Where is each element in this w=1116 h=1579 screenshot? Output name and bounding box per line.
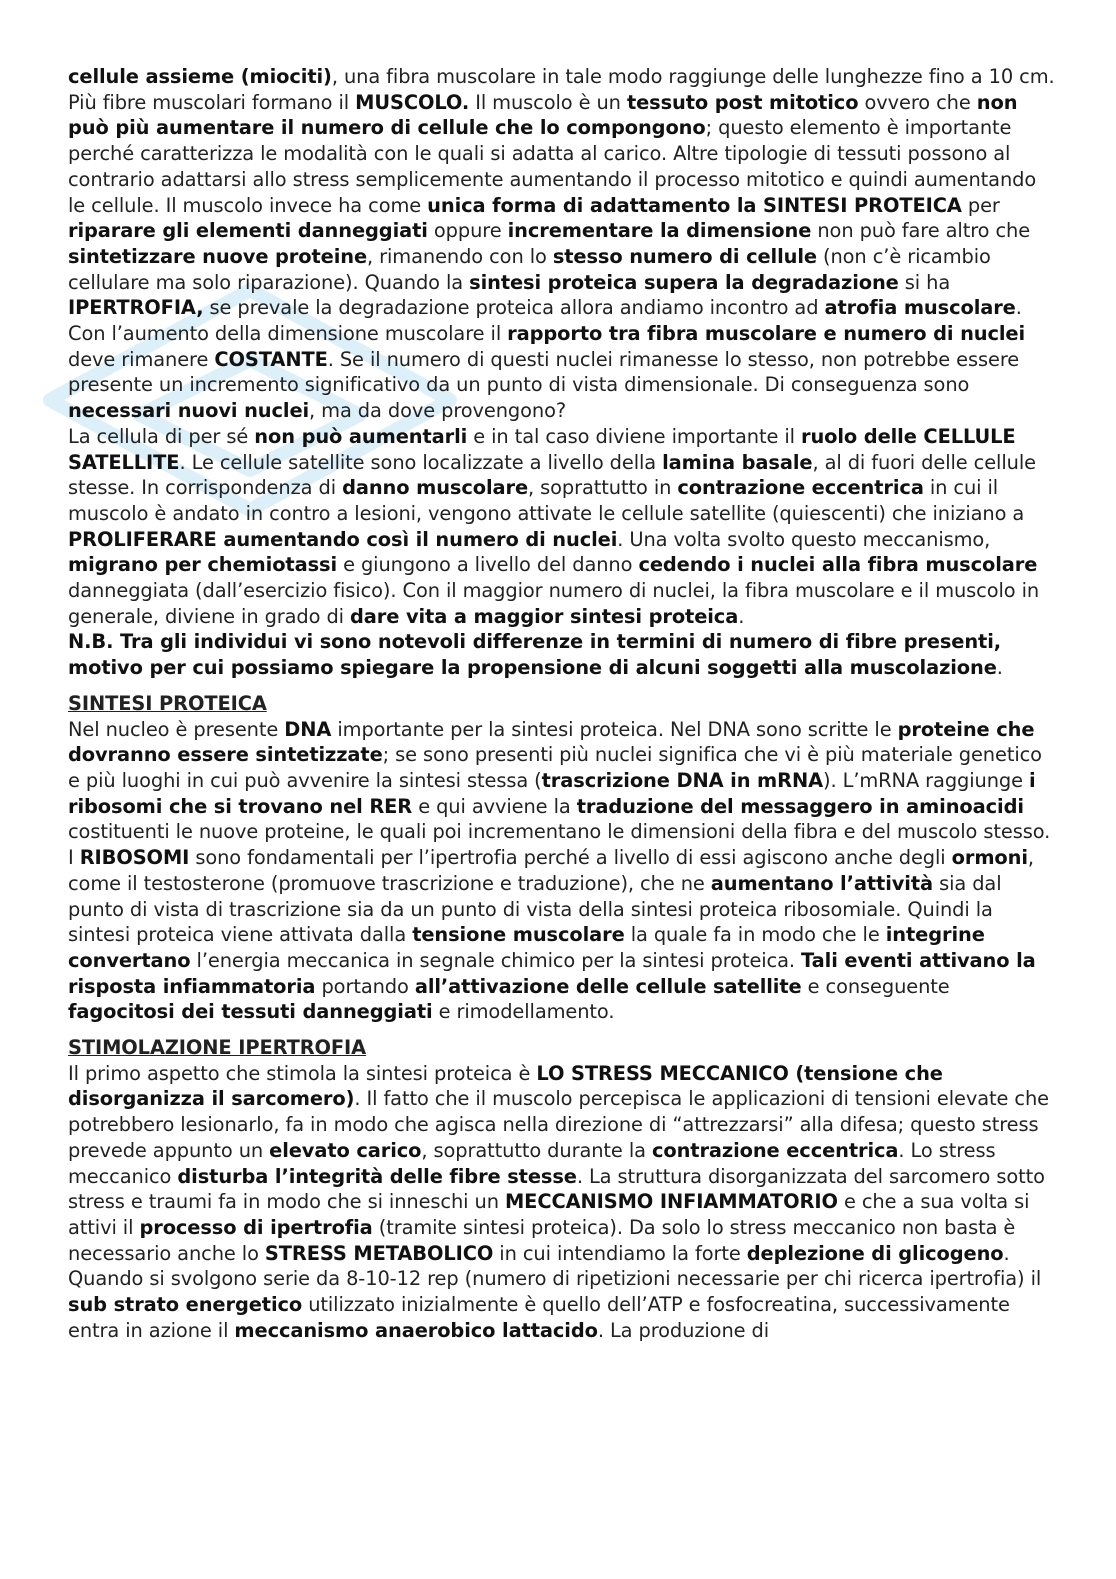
bold-text-run: fagocitosi dei tessuti danneggiati <box>68 1000 433 1024</box>
bold-text-run: MECCANISMO INFIAMMATORIO <box>504 1190 838 1214</box>
text-run: ; questo elemento è importante perché caratterizza le modalità con le quali si adatta al carico. Altre tipologie di tessuti possono al contrario adattarsi allo stress semplicemente aumentando il processo mitotico e quindi aumentando le cellule. Il muscolo invece ha come <box>68 116 1037 217</box>
bold-text-run: COSTANTE <box>214 347 328 371</box>
bold-text-run: i ribosomi che si trovano nel RER <box>68 768 1036 818</box>
paragraph-muscle-fibers <box>68 64 1058 424</box>
text-run: . Una volta svolto questo meccanismo, <box>617 527 991 551</box>
bold-text-run: processo di ipertrofia <box>139 1215 373 1239</box>
text-run: Il primo aspetto che stimola la sintesi proteica è <box>68 1061 537 1085</box>
bold-text-run: Tali eventi attivano la risposta infiammatoria <box>68 948 1036 998</box>
text-run: . La produzione di <box>597 1318 770 1342</box>
text-run: , come il testosterone (promuove trascrizione e traduzione), che ne <box>68 846 1034 895</box>
text-run: . <box>738 604 745 628</box>
bold-text-run: lamina basale <box>662 450 813 474</box>
text-run: costituenti le nuove proteine, le quali poi incrementano le dimensioni della fibra e del muscolo stesso. I <box>68 820 1051 870</box>
text-run: sia dal punto di vista di trascrizione sia da un punto di vista della sintesi proteica ribosomiale. Quindi la sintesi proteica viene attivata dalla <box>68 871 1002 947</box>
bold-text-run: trascrizione DNA in mRNA <box>541 768 824 792</box>
bold-text-run: traduzione del messaggero in aminoacidi <box>576 794 1024 818</box>
text-run: . Il fatto che il muscolo percepisca le applicazioni di tensioni elevate che potrebbero lesionarlo, fa in modo che agisca nella direzione di “attrezzarsi” alla difesa; questo stress prevede appunto un <box>68 1087 1049 1162</box>
text-run: ). L’mRNA raggiunge <box>823 768 1030 792</box>
bold-text-run: RIBOSOMI <box>79 846 190 870</box>
bold-text-run: migrano per chemiotassi <box>68 553 338 577</box>
text-run: , una fibra muscolare in tale modo raggiunge delle lunghezze fino a 10 cm. Più fibre muscolari formano il <box>68 65 1055 114</box>
bold-text-run: tessuto post mitotico <box>626 90 859 114</box>
text-run: Il muscolo è un <box>469 90 627 114</box>
text-run: e giungono a livello del danno <box>337 553 639 577</box>
text-run: utilizzato inizialmente è quello dell’ATP e fosfocreatina, successivamente entra in azione il <box>68 1293 1010 1342</box>
text-run: , al di fuori delle cellule stesse. In corrispondenza di <box>68 450 1036 500</box>
text-run: in cui il muscolo è andato in contro a lesioni, vengono attivate le cellule satellite (quiescenti) che iniziano a <box>68 476 1025 525</box>
bold-text-run: contrazione eccentrica <box>677 476 924 500</box>
text-run: non può fare altro che <box>811 219 1031 243</box>
text-run: La cellula di per sé <box>68 424 255 448</box>
text-run: . <box>996 656 1003 680</box>
text-run: in cui intendiamo la forte <box>493 1241 747 1265</box>
text-run: . Se il numero di questi nuclei rimanesse lo stesso, non potrebbe essere presente un incremento significativo da un punto di vista dimensionale. Di conseguenza sono <box>68 347 1020 397</box>
bold-text-run: rapporto tra fibra muscolare e numero di nuclei <box>507 322 1026 346</box>
text-run: Nel nucleo è presente <box>68 717 285 741</box>
paragraph-protein-synthesis <box>68 717 1058 1025</box>
bold-text-run: atrofia muscolare <box>824 296 1016 320</box>
bold-text-run: ruolo delle CELLULE SATELLITE <box>68 424 1016 474</box>
bold-text-run: incrementare la dimensione <box>507 219 812 243</box>
heading-sintesi-proteica: SINTESI PROTEICA <box>68 691 267 715</box>
text-run: ovvero che <box>858 90 977 114</box>
bold-text-run: riparare gli elementi danneggiati <box>68 219 428 243</box>
bold-text-run: tensione muscolare <box>412 923 625 947</box>
text-run: . Le cellule satellite sono localizzate a livello della <box>179 450 663 474</box>
bold-text-run: unica forma di adattamento la SINTESI PROTEICA <box>427 193 962 217</box>
bold-text-run: sub strato energetico <box>68 1293 303 1317</box>
text-run: . La struttura disorganizzata del sarcomero sotto stress e traumi fa in modo che si inneschi un <box>68 1164 1045 1214</box>
text-run: , soprattutto durante la <box>421 1138 652 1162</box>
text-run: oppure <box>427 219 508 243</box>
bold-text-run: MUSCOLO. <box>355 90 470 114</box>
bold-text-run: contrazione eccentrica <box>651 1138 899 1162</box>
bold-text-run: IPERTROFIA, <box>68 296 204 320</box>
heading-stimolazione-ipertrofia: STIMOLAZIONE IPERTROFIA <box>68 1036 367 1060</box>
text-run: . Lo stress meccanico <box>68 1138 996 1188</box>
bold-text-run: non può più aumentare il numero di cellule che lo compongono <box>68 90 1018 140</box>
bold-text-run: N.B. Tra gli individui vi sono notevoli differenze in termini di numero di fibre presenti, motivo per cui possiamo spiegare la propensione di alcuni soggetti alla muscolazione <box>68 630 1002 680</box>
text-run: si ha <box>898 270 951 294</box>
text-run: danneggiata (dall’esercizio fisico). Con il maggior numero di nuclei, la fibra muscolare e il muscolo in generale, diviene in grado di <box>68 579 1040 628</box>
text-run: se prevale la degradazione proteica allora andiamo incontro ad <box>203 296 825 320</box>
text-run: . Con l’aumento della dimensione muscolare il <box>68 296 1022 346</box>
bold-text-run: aumentano l’attività <box>710 871 933 895</box>
bold-text-run: necessari nuovi nuclei <box>68 399 310 423</box>
paragraph-note <box>68 629 1058 680</box>
paragraph-hypertrophy-stimulation <box>68 1061 1058 1344</box>
bold-text-run: dare vita a maggior sintesi proteica <box>350 604 739 628</box>
text-run: sono fondamentali per l’ipertrofia perché a livello di essi agiscono anche degli <box>189 846 952 870</box>
bold-text-run: sintesi proteica supera la degradazione <box>469 270 899 294</box>
bold-text-run: PROLIFERARE aumentando così il numero di nuclei <box>68 527 618 551</box>
bold-text-run: DNA <box>284 717 332 741</box>
bold-text-run: cedendo i nuclei alla fibra muscolare <box>638 553 1038 577</box>
bold-text-run: sintetizzare nuove proteine <box>68 244 368 268</box>
bold-text-run: stesso numero di cellule <box>552 244 817 268</box>
text-run: (tramite sintesi proteica). Da solo lo stress meccanico non basta è necessario anche lo <box>68 1215 1016 1265</box>
text-run: , ma da dove provengono? <box>309 399 567 423</box>
bold-text-run: non può aumentarli <box>254 424 468 448</box>
text-run: e rimodellamento. <box>432 1000 615 1024</box>
bold-text-run: LO STRESS MECCANICO (tensione che disorganizza il sarcomero) <box>68 1061 943 1111</box>
text-run: portando <box>315 974 415 998</box>
text-run: , rimanendo con lo <box>367 244 553 268</box>
text-run: e conseguente <box>801 974 950 998</box>
text-run: e qui avviene la <box>412 794 577 818</box>
text-run: , soprattutto in <box>528 476 678 500</box>
bold-text-run: ormoni <box>951 846 1028 870</box>
text-run: e in tal caso diviene importante il <box>467 424 801 448</box>
text-run: l’energia meccanica in segnale chimico per la sintesi proteica. <box>190 948 802 972</box>
bold-text-run: proteine che dovranno essere sintetizzate <box>68 717 1035 767</box>
text-run: la quale fa in modo che le <box>624 923 886 947</box>
bold-text-run: danno muscolare <box>342 476 529 500</box>
text-run: importante per la sintesi proteica. Nel DNA sono scritte le <box>331 717 898 741</box>
text-run: . Quando si svolgono serie da 8-10-12 rep (numero di ripetizioni necessarie per chi ricerca ipertrofia) il <box>68 1241 1042 1291</box>
document-page <box>68 64 1058 1343</box>
bold-text-run: deplezione di glicogeno <box>746 1241 1004 1265</box>
text-run: deve rimanere <box>68 347 215 371</box>
text-run: (non c’è ricambio cellulare ma solo riparazione). Quando la <box>68 244 991 294</box>
bold-text-run: STRESS METABOLICO <box>264 1241 494 1265</box>
text-run: ; se sono presenti più nuclei significa che vi è più materiale genetico e più luoghi in cui può avvenire la sintesi stessa ( <box>68 743 1042 792</box>
text-run: e che a sua volta si attivi il <box>68 1190 1030 1239</box>
paragraph-satellite-cells <box>68 424 1058 630</box>
bold-text-run: all’attivazione delle cellule satellite <box>414 974 802 998</box>
bold-text-run: disturba l’integrità delle fibre stesse <box>177 1164 577 1188</box>
bold-text-run: integrine convertano <box>68 923 985 972</box>
bold-text-run: elevato carico <box>269 1138 422 1162</box>
text-run: per <box>961 193 1000 217</box>
bold-text-run: cellule assieme (miociti) <box>68 65 332 88</box>
bold-text-run: meccanismo anaerobico lattacido <box>234 1318 598 1342</box>
